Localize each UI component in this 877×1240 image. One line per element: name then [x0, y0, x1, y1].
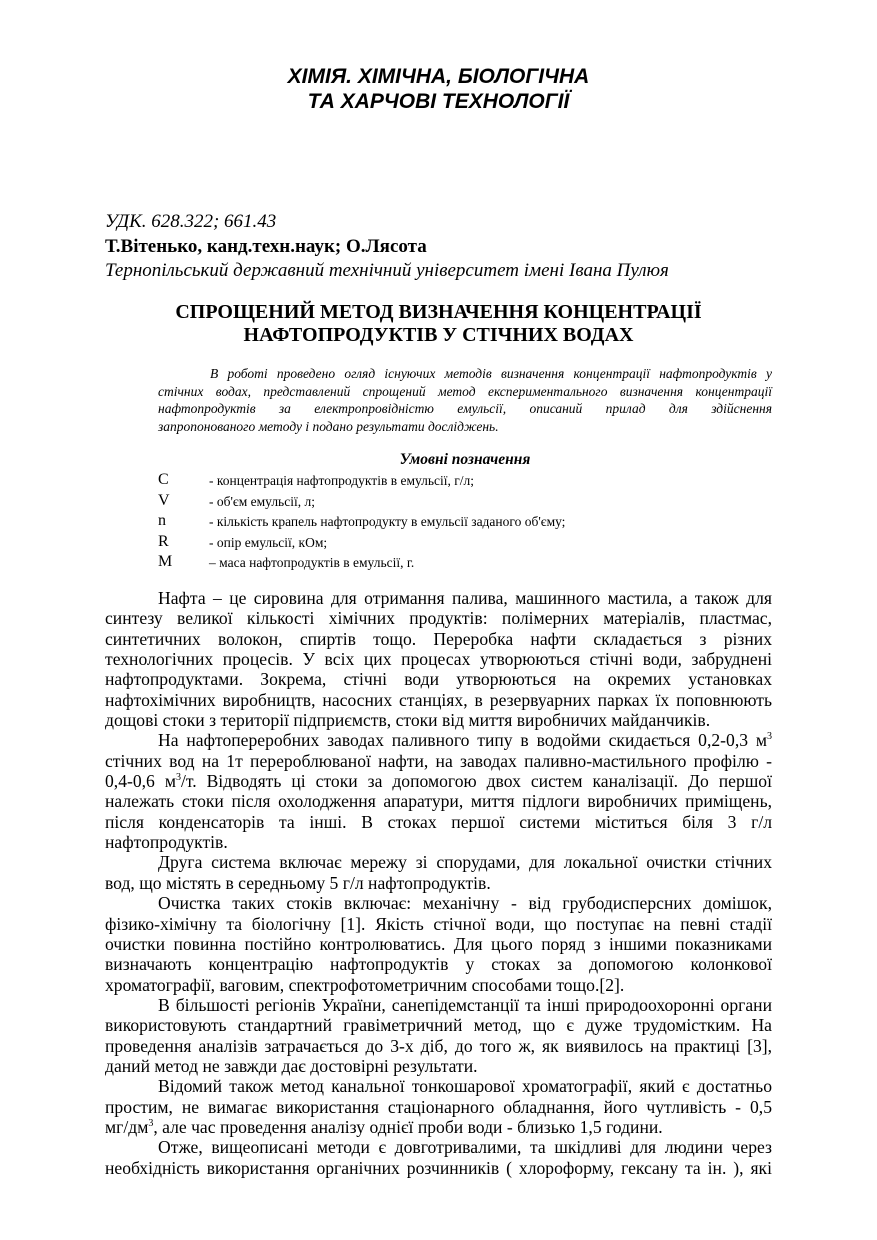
affiliation: Тернопільський державний технічний університет імені Івана Пулюя: [105, 260, 669, 281]
abstract-line: нафтопродуктів за електропровідністю емульсії, описаний прилад для здійснення: [158, 401, 772, 417]
nomenclature-item: [158, 492, 778, 513]
body-line: Очистка таких стоків включає: механічну - від грубодисперсних домішок,: [158, 893, 772, 914]
body-line: проведення аналізів затрачається до 3-х діб, до того ж, як виявилось на практиці [3],: [105, 1035, 772, 1056]
body-line: використовують стандартний гравіметричний метод, що є дуже трудомістким. На: [105, 1015, 772, 1036]
body-line: технологічних процесів. У всіх цих процесах утворюються стічні води, забруднені: [105, 649, 772, 670]
body-line: синтетичних волокон, спиртів тощо. Переробка нафти складається з різних: [105, 628, 772, 649]
body-line: синтезу великої кількості хімічних продуктів: полімерних матеріалів, пластмас,: [105, 608, 772, 629]
body-line: після конденсаторів та інші. В стоках першої системи міститься біля 3 г/л: [105, 811, 772, 832]
nomenclature-symbol: R: [158, 532, 169, 550]
body-line: [105, 1117, 772, 1137]
body-line: хроматографії, ваговим, спектрофотометричним способами тощо.[2].: [105, 974, 625, 995]
article-title-line-1: СПРОЩЕНИЙ МЕТОД ВИЗНАЧЕННЯ КОНЦЕНТРАЦІЇ: [175, 301, 702, 323]
udk-code: УДК. 628.322; 661.43: [105, 211, 277, 232]
nomenclature-description: - опір емульсії, кОм;: [209, 534, 328, 550]
body-line: необхідність використання органічних розчинників ( хлороформу, гексану та ін. ), які: [105, 1157, 772, 1178]
section-title-line-2: ТА ХАРЧОВІ ТЕХНОЛОГІЇ: [307, 90, 570, 113]
section-title: [0, 64, 877, 114]
body-text-span: мг/дм: [105, 1116, 149, 1137]
article-title-line-2: НАФТОПРОДУКТІВ У СТІЧНИХ ВОДАХ: [243, 324, 634, 346]
body-line: вод, що містять в середньому 5 г/л нафтопродуктів.: [105, 872, 491, 893]
body-line: фізико-хімічну та біологічну [1]. Якість стічної води, що поступає на певні стадії: [105, 913, 772, 934]
abstract-line: В роботі проведено огляд існуючих методів визначення концентрації нафтопродуктів у: [210, 366, 772, 381]
nomenclature-list: [158, 471, 778, 574]
body-line: очистки повинна постійно контролюватись. Для цього поряд з іншими показниками: [105, 933, 772, 954]
nomenclature-item: [158, 471, 778, 492]
superscript: 3: [148, 1118, 154, 1130]
body-text-span: /т. Відводять ці стоки за допомогою двох систем каналізації. До першої: [180, 771, 772, 792]
nomenclature-description: - об'єм емульсії, л;: [209, 493, 315, 509]
nomenclature-description: - концентрація нафтопродуктів в емульсії, г/л;: [209, 473, 475, 488]
superscript: 3: [175, 772, 181, 784]
nomenclature-symbol: M: [158, 553, 173, 570]
nomenclature-symbol: C: [158, 471, 169, 488]
article-title: [0, 301, 877, 347]
nomenclature-heading: Умовні позначення: [399, 451, 531, 468]
body-line: Отже, вищеописані методи є довготривалими, та шкідливі для людини через: [158, 1137, 772, 1158]
body-text-span: На нафтопереробних заводах паливного типу в водойми скидається 0,2-0,3 м: [158, 730, 767, 751]
body-line: простим, не вимагає використання стаціонарного обладнання, його чутливість - 0,5: [105, 1096, 772, 1117]
body-line: дощові стоки з території підприємств, стоки від миття виробничих майданчиків.: [105, 710, 711, 731]
body-line: належать стоки після охолодження апаратури, миття підлоги виробничих приміщень,: [105, 791, 772, 812]
body-line: В більшості регіонів України, санепідемстанції та інші природоохоронні органи: [158, 994, 772, 1015]
body-line: [105, 730, 772, 750]
abstract-line: стічних водах, представлений спрощений метод експериментального визначення концентрації: [158, 383, 772, 399]
nomenclature-description: – маса нафтопродуктів в емульсії, г.: [209, 555, 415, 570]
superscript: 3: [767, 731, 772, 743]
nomenclature-symbol: n: [158, 512, 166, 529]
body-line: нафтопродуктів.: [105, 832, 228, 853]
body-line: нафтохімічних виробництв, насосних станціях, в резервуарних парках їх поповнюють: [105, 689, 772, 710]
body-text: [105, 588, 772, 1178]
body-line: стічних вод на 1т перероблюваної нафти, на заводах паливно-мастильного профілю -: [105, 750, 772, 771]
body-line: визначають концентрацію нафтопродуктів у стоках за допомогою колонкової: [105, 954, 772, 975]
nomenclature-item: [158, 553, 778, 574]
body-line: Нафта – це сировина для отримання палива, машинного мастила, а також для: [158, 588, 772, 608]
body-line: [105, 771, 772, 791]
body-line: Відомий також метод канальної тонкошарової хроматографії, який є достатньо: [158, 1076, 772, 1097]
body-text-span: 0,4-0,6 м: [105, 771, 176, 792]
nomenclature-symbol: V: [158, 491, 170, 509]
abstract-line: запропонованого методу і подано результати досліджень.: [158, 418, 499, 434]
nomenclature-item: [158, 533, 778, 554]
body-line: Друга система включає мережу зі спорудами, для локальної очистки стічних: [158, 852, 772, 873]
authors: Т.Вітенько, канд.техн.наук; О.Лясота: [105, 236, 427, 257]
section-title-line-1: ХІМІЯ. ХІМІЧНА, БІОЛОГІЧНА: [287, 65, 590, 88]
abstract: [158, 365, 772, 435]
body-line: даний метод не завжди дає достовірні результати.: [105, 1055, 478, 1076]
body-line: нафтопродуктами. Зокрема, стічні води утворюються на окремих установках: [105, 669, 772, 690]
nomenclature-description: - кількість крапель нафтопродукту в емульсії заданого об'єму;: [209, 514, 566, 529]
body-text-span: , але час проведення аналізу однієї проби води - близько 1,5 години.: [153, 1116, 663, 1137]
nomenclature-item: [158, 512, 778, 533]
